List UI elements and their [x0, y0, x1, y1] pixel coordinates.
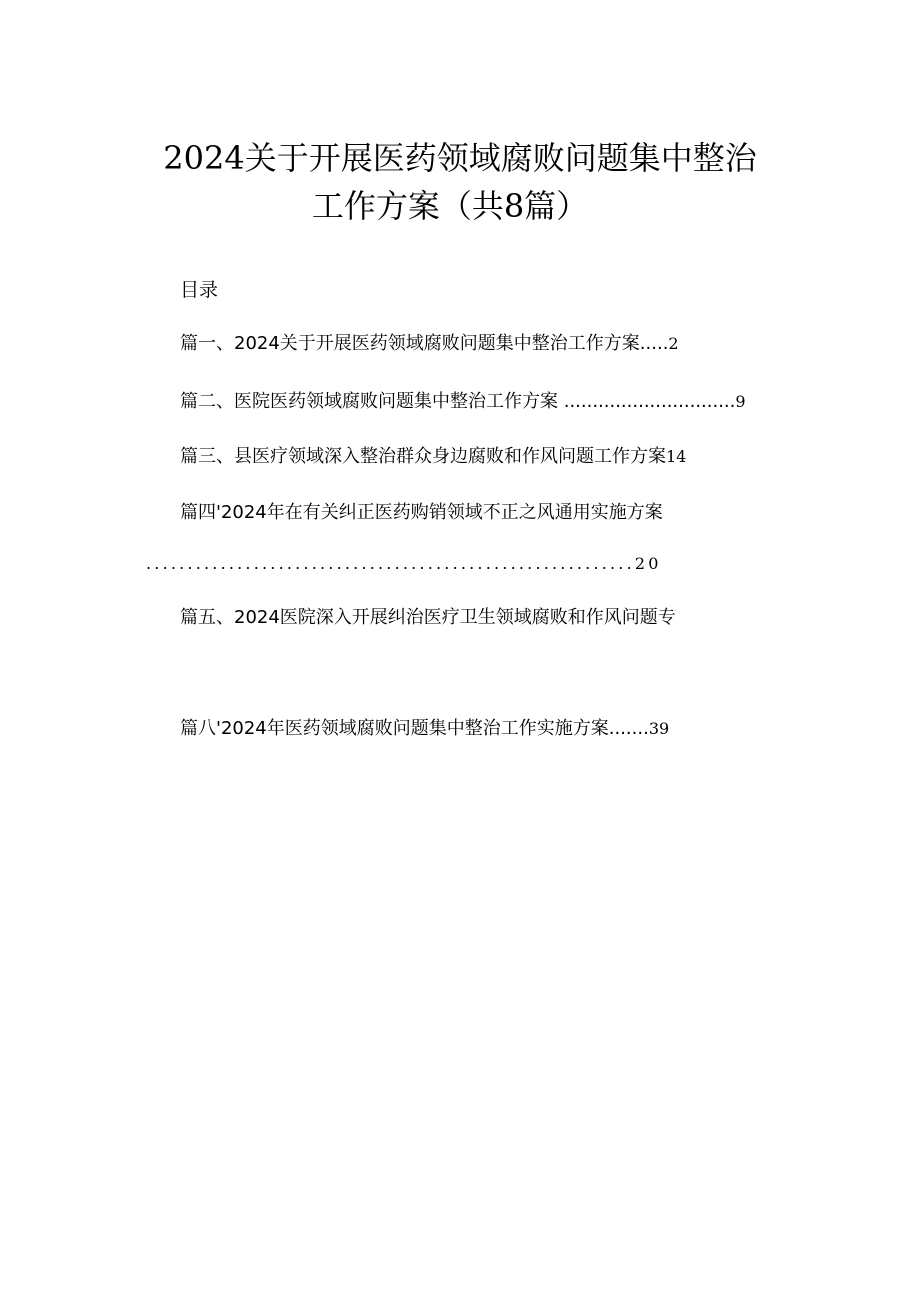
- toc-entry-text: 篇四'2024年在有关纠正医药购销领域不正之风通用实施方案: [180, 502, 663, 523]
- toc-entry-4[interactable]: [180, 499, 663, 527]
- toc-entry-text: 篇八'2024年医药领域腐败问题集中整治工作实施方案.......: [180, 718, 649, 739]
- toc-entry-page: 20: [634, 554, 662, 573]
- toc-entry-page: 14: [666, 447, 687, 466]
- toc-entry-text: 篇三、县医疗领域深入整治群众身边腐败和作风问题工作方案: [180, 446, 666, 467]
- toc-entry-2[interactable]: [180, 388, 746, 416]
- toc-entry-text: 篇一、2024关于开展医药领域腐败问题集中整治工作方案.....: [180, 333, 669, 354]
- toc-entry-6[interactable]: [180, 715, 669, 743]
- toc-entry-3[interactable]: [180, 443, 686, 471]
- toc-leader-dots: ...........................................................: [146, 554, 635, 573]
- toc-entry-4-leader: [146, 550, 662, 578]
- toc-heading: 目录: [180, 279, 219, 301]
- toc-entry-page: 9: [735, 392, 746, 411]
- document-title-line-1: 2024关于开展医药领域腐败问题集中整治: [163, 139, 757, 177]
- toc-entry-text: 篇五、2024医院深入开展纠治医疗卫生领域腐败和作风问题专: [180, 607, 676, 628]
- toc-entry-page: 2: [668, 334, 679, 353]
- toc-entry-1[interactable]: [180, 330, 679, 358]
- document-title-line-2: 工作方案（共8篇）: [311, 187, 589, 225]
- toc-entry-5[interactable]: [180, 604, 676, 632]
- toc-entry-text: 篇二、医院医药领域腐败问题集中整治工作方案 ..............................: [180, 391, 736, 412]
- toc-entry-page: 39: [648, 719, 670, 738]
